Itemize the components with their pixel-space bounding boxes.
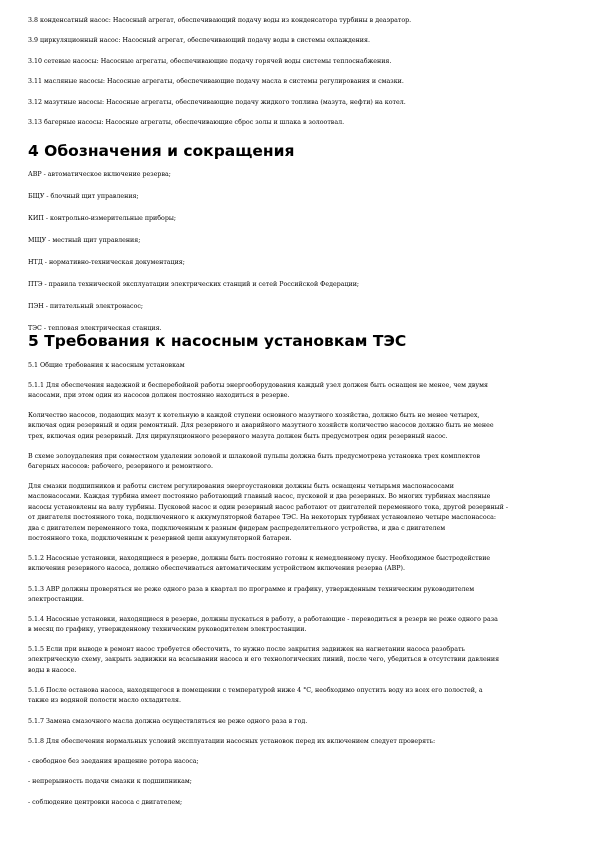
- paragraph-pump-count: [28, 411, 570, 442]
- paragraph-5-1-2: [28, 554, 570, 575]
- text-line: от двигателя постоянного тока, подключенного к аккумуляторной батарее ТЭС. На некоторых турбинах установлено четыре маслонасоса:: [28, 514, 497, 522]
- text-line: маслонасосами. Каждая турбина имеет постоянно работающий главный насос, пусковой и два резервных. Во многих турбинах масляные: [28, 493, 491, 501]
- text-line: Для смазки подшипников и работы систем регулирования энергоустановки должны быть оснащены четырьмя маслонасосами: [28, 483, 454, 490]
- text-line: электрическую схему, закрыть задвижки на всасывании насоса и его технологических линий, после чего, убедиться в отсутствии давления: [28, 656, 500, 664]
- abbreviations-list: [28, 170, 570, 334]
- section-4-heading: 4 Обозначения и сокращения: [28, 142, 295, 160]
- text-line: насосы установлены на валу турбины. Пусковой насос и один резервный насос работают от двигателей переменного тока, другой резервный -: [28, 503, 509, 511]
- abbreviation-item: НТД - нормативно-техническая документация;: [28, 259, 185, 266]
- definition-3-9: 3.9 циркуляционный насос: Насосный агрегат, обеспечивающий подачу воды в системы охлаждения.: [28, 37, 370, 45]
- paragraph-5-1-1: [28, 381, 570, 402]
- text-line: воды в насосе.: [28, 666, 77, 674]
- text-line: включая один резервный и один ремонтный. Для резервного и аварийного мазутного хозяйств количество насосов должно быть не менее: [28, 422, 494, 430]
- paragraph-oil-pumps: [28, 482, 570, 544]
- definition-3-13: 3.13 багерные насосы: Насосные агрегаты, обеспечивающие сброс золы и шлака в золоотвал.: [28, 119, 345, 127]
- text-line: 5.1 Общие требования к насосным установкам: [28, 362, 185, 369]
- text-line: 5.1.8 Для обеспечения нормальных условий эксплуатации насосных установок перед их включением следует проверять:: [28, 738, 436, 745]
- paragraph-5-1-7: [28, 717, 570, 727]
- section-5-heading: 5 Требования к насосным установкам ТЭС: [28, 332, 407, 350]
- abbreviation-item: АВР - автоматическое включение резерва;: [28, 171, 171, 178]
- abbreviation-item: ТЭС - тепловая электрическая станция.: [28, 325, 162, 332]
- text-line: багерных насосов: рабочего, резервного и ремонтного.: [28, 463, 213, 471]
- abbreviation-item: МЩУ - местный щит управления;: [28, 237, 141, 244]
- paragraph-5-1-6: [28, 686, 570, 707]
- definitions-list: [28, 16, 570, 128]
- paragraph-5-1: [28, 361, 570, 371]
- text-line: В схеме золоудаления при совместном удалении золовой и шлаковой пульпы должна быть предусмотрена установка трех комплектов: [28, 453, 480, 460]
- text-line: также из водяной полости масло охладителя.: [28, 697, 182, 705]
- text-line: 5.1.7 Замена смазочного масла должна осуществляться не реже одного раза в год.: [28, 718, 308, 725]
- paragraph-5-1-3: [28, 585, 570, 606]
- text-line: включения резервного насоса, должно обеспечиваться автоматическим устройством включения резерва (АВР).: [28, 565, 405, 573]
- check-item: - непрерывность подачи смазки к подшипникам;: [28, 778, 192, 786]
- abbreviation-item: БЩУ - блочный щит управления;: [28, 193, 139, 200]
- abbreviation-item: ПТЭ - правила технической эксплуатации электрических станций и сетей Российской Федерации;: [28, 281, 360, 288]
- text-line: 5.1.2 Насосные установки, находящиеся в резерве, должны быть постоянно готовы к немедленному пуску. Необходимое быстродействие: [28, 555, 491, 562]
- paragraph-bagger: [28, 452, 570, 473]
- paragraph-5-1-8: [28, 737, 570, 747]
- text-line: в месяц по графику, утвержденному техническим руководителем электростанции.: [28, 626, 307, 634]
- text-line: 5.1.1 Для обеспечения надежной и бесперебойной работы энергооборудования каждый узел должен быть оснащен не менее, чем двумя: [28, 382, 489, 389]
- text-line: 5.1.5 Если при выводе в ремонт насос требуется обесточить, то нужно после закрытия задвижек на нагнетании насоса разобрать: [28, 646, 465, 653]
- text-line: Количество насосов, подающих мазут к котельную в каждой ступени основного мазутного хозяйства, должно быть не менее четырех,: [28, 412, 480, 419]
- abbreviation-item: ПЭН - питательный электронасос;: [28, 303, 144, 310]
- text-line: 5.1.4 Насосные установки, находящиеся в резерве, должны пускаться в работу, а работающие - переводиться в резерв не реже одного раза: [28, 616, 498, 623]
- definition-3-8: 3.8 конденсатный насос: Насосный агрегат, обеспечивающий подачу воды из конденсатора турбины в деаэратор.: [28, 17, 412, 24]
- definition-3-11: 3.11 масляные насосы: Насосные агрегаты, обеспечивающие подачу масла в системы регулирования и смазки.: [28, 78, 404, 86]
- checks-list: [28, 757, 570, 808]
- paragraph-5-1-4: [28, 615, 570, 636]
- definition-3-12: 3.12 мазутные насосы: Насосные агрегаты, обеспечивающие подачу жидкого топлива (мазута, нефти) на котел.: [28, 98, 406, 106]
- text-line: постоянного тока, подключенным к резервной цепи аккумуляторной батареи.: [28, 535, 292, 543]
- text-line: электростанции.: [28, 596, 84, 604]
- abbreviation-item: КИП - контрольно-измерительные приборы;: [28, 215, 176, 222]
- definition-3-10: 3.10 сетевые насосы: Насосные агрегаты, обеспечивающие подачу горячей воды системы теплоснабжения.: [28, 57, 392, 65]
- text-line: насосами, при этом один из насосов должен постоянно находиться в резерве.: [28, 392, 290, 400]
- text-line: два с двигателем переменного тока, подключенным к разным фидерам распределительного устройства, и два с двигателем: [28, 524, 446, 532]
- text-line: трех, включая один резервный. Для циркуляционного резервного мазута должен быть предусмотрен один резервный насос.: [28, 432, 448, 440]
- text-line: 5.1.6 После останова насоса, находящегося в помещении с температурой ниже 4 °С, необходимо опустить воду из всех его полостей, а: [28, 687, 483, 694]
- check-item: - соблюдение центровки насоса с двигателем;: [28, 798, 183, 806]
- paragraph-5-1-5: [28, 645, 570, 676]
- text-line: 5.1.3 АВР должны проверяться не реже одного раза в квартал по программе и графику, утвержденным техническим руководителем: [28, 586, 475, 593]
- check-item: - свободное без заедания вращение ротора насоса;: [28, 758, 199, 765]
